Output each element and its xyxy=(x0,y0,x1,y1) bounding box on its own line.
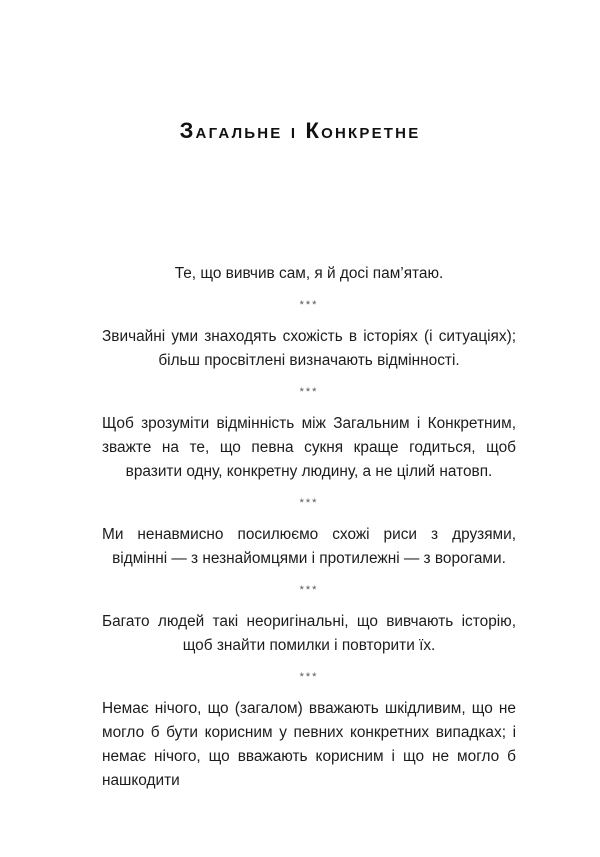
aphorism-paragraph: Немає нічого, що (загалом) вважають шкідливим, що не могло б бути корисним у певних конкретних випадках; і немає нічого, що вважають корисним і що не могло б нашкодити xyxy=(102,700,516,789)
separator-asterisks: *** xyxy=(299,299,319,311)
aphorism-paragraph: Багато людей такі неоригінальні, що вивчають історію, щоб знайти помилки і повторити їх. xyxy=(102,613,516,654)
separator-asterisks: *** xyxy=(299,671,319,683)
chapter-body xyxy=(102,262,516,793)
aphorism-paragraph: Ми ненавмисно посилюємо схожі риси з друзями, відмінні — з незнайомцями і протилежні — з ворогами. xyxy=(102,526,516,567)
separator-asterisks: *** xyxy=(299,584,319,596)
separator-asterisks: *** xyxy=(299,386,319,398)
aphorism-paragraph: Щоб зрозуміти відмінність між Загальним і Конкретним, зважте на те, що певна сукня краще годиться, щоб вразити одну, конкретну людину, а не цілий натовп. xyxy=(102,415,516,480)
aphorism-paragraph: Те, що вивчив сам, я й досі пам’ятаю. xyxy=(174,265,444,282)
aphorism-paragraph: Звичайні уми знаходять схожість в історіях (і ситуаціях); більш просвітлені визначають відмінності. xyxy=(102,328,516,369)
chapter-title: Загальне і Конкретне xyxy=(179,118,421,143)
separator-asterisks: *** xyxy=(299,497,319,509)
